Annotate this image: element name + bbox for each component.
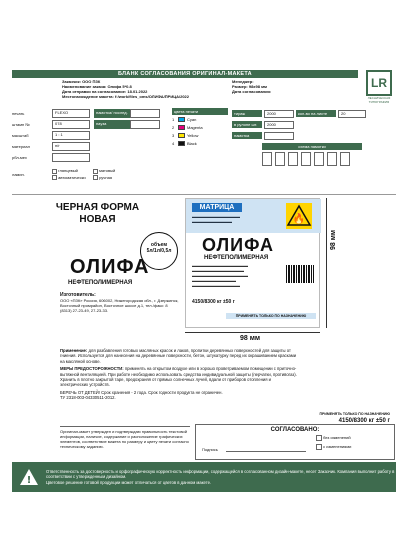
right-usage-note: ПРИМЕНЯТЬ ТОЛЬКО ПО НАЗНАЧЕНИЮ: [226, 313, 316, 319]
run-value[interactable]: 2000: [264, 110, 294, 118]
spec-row: [12, 119, 172, 130]
spec-extra-value[interactable]: [130, 109, 160, 118]
spec-extra-label: пауза: [94, 120, 130, 129]
per-sheet-value[interactable]: 20: [338, 110, 366, 118]
header-fields-right: [232, 79, 358, 94]
changes-options: [316, 435, 351, 450]
lamination-option[interactable]: матовый: [93, 168, 133, 173]
winding-icon[interactable]: [340, 152, 350, 166]
approval-box: [195, 424, 395, 460]
logo-caption: ЛЕСНИЧЕСКАЯ ТИПОГРАФИЯ: [367, 96, 391, 104]
spec-value[interactable]: п/г: [52, 142, 90, 151]
label-small-text: ▬▬▬▬▬▬▬▬▬▬▬▬ ▬▬▬▬▬▬▬▬▬▬: [192, 214, 240, 224]
mini-label-bottom: ПРИМЕНЯТЬ ТОЛЬКО ПО НАЗНАЧЕНИЮ: [319, 412, 390, 416]
spec-value[interactable]: [52, 153, 90, 162]
spec-value[interactable]: FLEXO: [52, 109, 90, 118]
hazard-icon: [286, 203, 312, 229]
right-product-subtitle: НЕФТЕПОЛИМЕРНАЯ: [204, 255, 269, 261]
yellow-swatch: [178, 133, 185, 138]
winding-label: намотка: [232, 132, 262, 139]
winding-icon[interactable]: [275, 152, 285, 166]
right-product-name: ОЛИФА: [202, 235, 275, 255]
svg-text:🔥: 🔥: [292, 214, 306, 225]
spec-row: [12, 108, 172, 119]
roll-label: в рулоне шт.: [232, 121, 262, 128]
black-swatch: [178, 141, 185, 146]
spec-row: [12, 130, 172, 141]
warning-bar: [12, 462, 396, 492]
spec-label: печать: [12, 111, 25, 116]
warning-text: Ответственность за достоверность и орфографическую корректность информации, содержащейся в согласованном дизайн-макете, несет Заказчик. Компания выполнит работу в соответствии с утвержденным дизайном.: [46, 469, 395, 480]
winding-scheme-icons: [262, 152, 396, 166]
roll-value[interactable]: 2000: [264, 121, 294, 129]
color-row-magenta: 2 Magenta: [172, 124, 203, 130]
manager-field: Менеджер:: [232, 79, 254, 84]
lamination-option[interactable]: глянцевый: [52, 168, 92, 173]
winding-icon[interactable]: [314, 152, 324, 166]
per-sheet-label: кол-во на листе: [296, 110, 336, 117]
spec-row: [12, 152, 172, 163]
spec-label: рбл-мех: [12, 155, 27, 160]
winding-icon[interactable]: [262, 152, 272, 166]
no-changes-option[interactable]: без изменений: [316, 435, 351, 441]
cyan-swatch: [178, 117, 185, 122]
divider: [12, 194, 396, 195]
signature-line[interactable]: [226, 451, 306, 452]
winding-scheme-title: схема намотки: [262, 143, 362, 150]
winding-value[interactable]: [264, 132, 294, 140]
spec-extra-value[interactable]: [130, 120, 160, 129]
footer-left-note: Оригинал-макет утвержден и подтверждаю правильность текстовой информации, наличие, содержание и расположение графических элементов, соответствие макета по размеру и цвету печати согласно техническому заданию.: [60, 426, 190, 449]
mini-label-mass: 4150/8300 кг ±50 г: [338, 418, 390, 424]
warning-icon: [18, 466, 40, 488]
winding-icon[interactable]: [288, 152, 298, 166]
header-bar: БЛАНК СОГЛАСОВАНИЯ ОРИГИНАЛ-МАКЕТА: [12, 70, 358, 78]
label-left-preview: [60, 228, 180, 338]
spec-label: штамп №: [12, 122, 30, 127]
location-field: Местонахождение макета: f:/work/files_oms/ОЛИФА/ПРИЦА/2022: [62, 94, 190, 99]
matrix-badge: МАТРИЦА: [192, 203, 242, 212]
label-right-preview: [185, 198, 320, 328]
width-dimension-label: 98 мм: [240, 335, 261, 342]
lamination-row: [12, 163, 172, 185]
color-row-yellow: 3 Yellow: [172, 132, 199, 138]
run-fields: [232, 108, 396, 166]
spec-label: материал: [12, 144, 30, 149]
black-form-note: ЧЕРНАЯ ФОРМА НОВАЯ: [55, 202, 140, 225]
maker-title: Изготовитель:: [60, 292, 96, 298]
right-mass: 4150/8300 кг ±50 г: [192, 299, 235, 305]
spec-value[interactable]: 1 : 1: [52, 131, 90, 140]
maker-block: [60, 292, 180, 313]
height-dimension-label: 98 мм: [330, 229, 337, 250]
approval-date-field: Дата согласования:: [232, 89, 272, 94]
lamination-option[interactable]: автоматически: [52, 175, 92, 180]
order-name-field: Наименование заказа: Олифа 5*0.8: [62, 84, 132, 89]
svg-text:!: !: [26, 475, 32, 486]
label-body-text: ▬▬▬▬▬▬▬▬▬▬▬▬▬▬ ▬▬▬▬▬▬▬▬▬▬▬▬▬ ▬▬▬▬▬▬▬▬▬▬▬▬▬▬ ▬▬▬▬▬▬▬▬▬▬▬ ▬▬▬▬▬▬▬▬▬▬▬▬: [192, 263, 248, 288]
colors-title: цвета печати: [172, 108, 228, 115]
height-dimension: [326, 198, 346, 328]
barcode: [286, 265, 314, 283]
magenta-swatch: [178, 125, 185, 130]
spec-label: масштаб: [12, 133, 29, 138]
logo-letters: LR: [366, 70, 392, 96]
print-colors: [172, 108, 228, 147]
product-subtitle: НЕФТЕПОЛИМЕРНАЯ: [68, 280, 133, 286]
product-name: ОЛИФА: [70, 256, 150, 278]
send-date-field: Дата отправки на согласование: 18.01.2022: [62, 89, 148, 94]
color-row-black: 4 Black: [172, 140, 197, 146]
spec-extra-label: намотка/ послед.: [94, 109, 130, 118]
company-logo: [362, 70, 396, 104]
description-block: Применение: для разбавления готовых масляных красок и лаков, пропитки деревянных поверхностей для защиты от гниения. Используется для нанесения на деревянные поверхности, бетон, штукатурку перед их окрашиванием красками на масляной основе. МЕРЫ ПРЕДОСТОРОЖНОСТИ: применять на открытом воздухе или в хорошо проветриваемом помещении с приточно-вытяжной вентиляцией. При работе необходимо использовать средства индивидуальной защиты (перчатки, противогаз). Хранить в плотно закрытой таре, предохраняя от прямых солнечных лучей, вдали от приборов отопления и электрических устройств. БЕРЕЧЬ ОТ ДЕТЕЙ! Срок хранения - 2 года. Срок годности продукта не ограничен. ТУ 2318-003-04330511-2012.: [60, 348, 297, 401]
size-field: Размер: 98x98 мм: [232, 84, 267, 89]
lamination-option[interactable]: ручная: [93, 175, 133, 180]
spec-row: [12, 141, 172, 152]
signature-label: Подпись: [202, 447, 218, 452]
spec-value[interactable]: 078: [52, 120, 90, 129]
with-changes-option[interactable]: с изменениями: [316, 444, 351, 450]
winding-icon[interactable]: [327, 152, 337, 166]
maker-text: ООО «ПЗК» Россия, 606002, Нижегородская обл., г. Дзержинск, Восточный промрайон, Восточное шоссе д.1, тел./факс: 8 (8313) 27-23-49, 27-23-33.: [60, 298, 179, 313]
run-label: тираж: [232, 110, 262, 117]
spec-label: ламин.: [12, 171, 25, 177]
width-dimension: [185, 332, 320, 333]
color-row-cyan: 1 Cyan: [172, 116, 197, 122]
warning-text-2: Цветовое решение готовой продукции может отличаться от цветов в данном макете.: [46, 479, 212, 485]
agreed-title: СОГЛАСОВАНО:: [270, 427, 320, 433]
specs-table: [12, 108, 172, 190]
volume-stamp: объем 5л/1л/0,5л: [140, 232, 178, 270]
header-fields-left: [62, 79, 232, 99]
customer-field: Заказчик: ООО ПЗК: [62, 79, 101, 84]
winding-icon[interactable]: [301, 152, 311, 166]
